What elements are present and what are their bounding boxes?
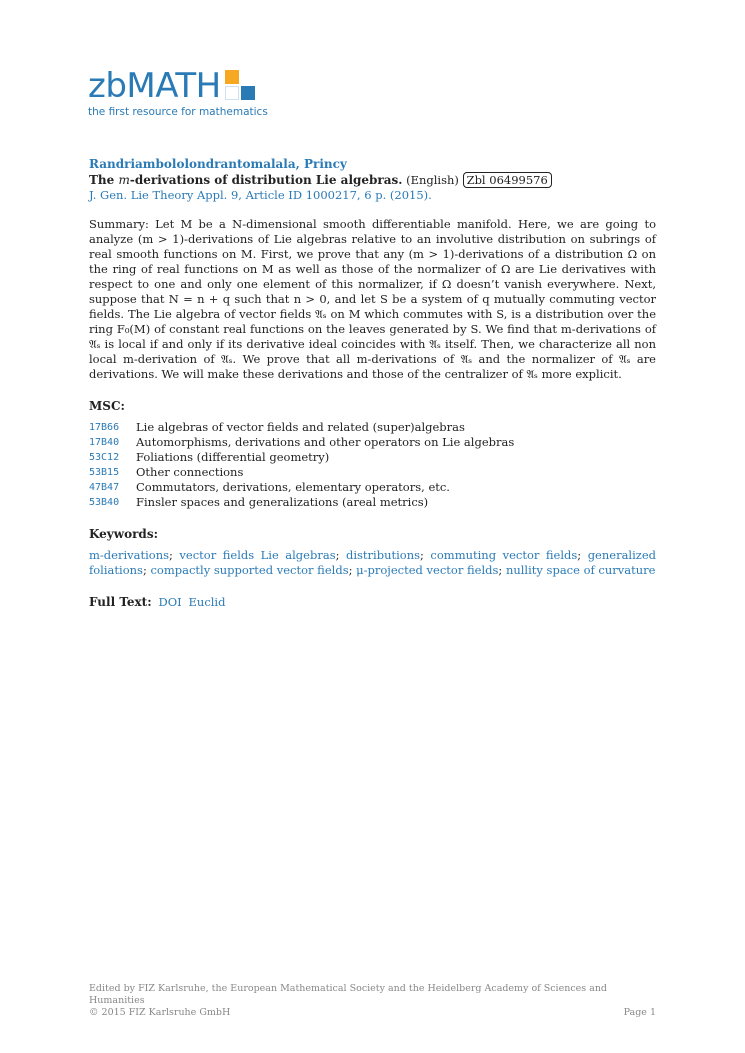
msc-row: [89, 480, 656, 495]
footer-page-number: Page 1: [623, 1007, 656, 1018]
msc-code-link[interactable]: 17B40: [89, 437, 120, 448]
logo-tagline: the first resource for mathematics: [88, 106, 268, 118]
keyword-link[interactable]: compactly supported vector fields: [150, 563, 349, 577]
keyword-link[interactable]: μ-projected vector fields: [356, 563, 499, 577]
msc-description: Other connections: [136, 465, 244, 479]
msc-row: [89, 450, 656, 465]
msc-description: Lie algebras of vector fields and related (super)algebras: [136, 420, 465, 434]
msc-row: [89, 435, 656, 450]
author-link[interactable]: Randriambololondrantomalala, Princy: [89, 157, 347, 171]
msc-row: [89, 495, 656, 510]
msc-description: Automorphisms, derivations and other operators on Lie algebras: [136, 435, 515, 449]
msc-list: [89, 420, 656, 510]
zbl-id-badge[interactable]: Zbl 06499576: [463, 172, 552, 188]
keywords-list: m-derivations; vector fields Lie algebras; distributions; commuting vector fields; generalized foliations; compactly supported vector fields; μ-projected vector fields; nullity space of curvature: [89, 548, 657, 577]
footer-editors: Edited by FIZ Karlsruhe, the European Mathematical Society and the Heidelberg Academy of Sciences and Humanities: [89, 983, 608, 1006]
summary-text: Let M be a N-dimensional smooth differentiable manifold. Here, we are going to analyze (m > 1)-derivations of Lie algebras relative to an involutive distribution on subrings of real smooth functions on M. First, we prove that any (m > 1)-derivations of a distribution Ω on the ring of real functions on M as well as those of the normalizer of Ω are Lie derivatives with respect to one and only one element of this normalizer, if Ω doesn’t vanish everywhere. Next, suppose that N = n + q such that n > 0, and let S be a system of q mutually commuting vector fields. The Lie algebra of vector fields 𝔄ₛ on M which commutes with S, is a distribution over the ring F₀(M) of constant real functions on the leaves generated by S. We find that m-derivations of 𝔄ₛ is local if and only if its derivative ideal coincides with 𝔄ₛ itself. Then, we characterize all non local m-derivation of 𝔄ₛ. We prove that all m-derivations of 𝔄ₛ and the normalizer of 𝔄ₛ are derivations. We will make these derivations and those of the centralizer of 𝔄ₛ more explicit.: [89, 217, 656, 381]
msc-code-link[interactable]: 53B40: [89, 497, 120, 508]
title-line: [89, 172, 656, 188]
keyword-link[interactable]: distributions: [345, 548, 421, 562]
summary-paragraph: [89, 217, 656, 382]
keyword-link[interactable]: commuting vector fields: [430, 548, 578, 562]
paper-title: The m-derivations of distribution Lie algebras.: [89, 173, 403, 187]
keyword-link[interactable]: nullity space of curvature: [505, 563, 656, 577]
zbmath-logo[interactable]: [88, 68, 268, 118]
msc-description: Finsler spaces and generalizations (areal metrics): [136, 495, 429, 509]
source-link[interactable]: J. Gen. Lie Theory Appl. 9, Article ID 1000217, 6 p. (2015).: [89, 188, 432, 202]
keyword-link[interactable]: vector fields Lie algebras: [179, 548, 336, 562]
entry-main: [89, 157, 656, 610]
msc-row: [89, 465, 656, 480]
footer-copyright: © 2015 FIZ Karlsruhe GmbH: [89, 1007, 231, 1018]
logo-squares-icon: [225, 70, 257, 102]
euclid-link[interactable]: Euclid: [188, 595, 226, 609]
keyword-link[interactable]: generalized foliations: [89, 548, 657, 577]
language-label: (English): [406, 173, 459, 187]
msc-heading: MSC:: [89, 399, 125, 413]
msc-code-link[interactable]: 53B15: [89, 467, 120, 478]
page-footer: [89, 983, 656, 1019]
msc-code-link[interactable]: 17B66: [89, 422, 120, 433]
logo-wordmark: zbMATH: [88, 66, 221, 106]
msc-description: Commutators, derivations, elementary operators, etc.: [136, 480, 450, 494]
msc-description: Foliations (differential geometry): [136, 450, 330, 464]
msc-code-link[interactable]: 47B47: [89, 482, 120, 493]
fulltext-line: [89, 595, 656, 610]
keyword-link[interactable]: m-derivations: [89, 548, 170, 562]
keywords-heading: Keywords:: [89, 527, 159, 541]
summary-label: Summary:: [89, 217, 149, 231]
msc-row: [89, 420, 656, 435]
msc-code-link[interactable]: 53C12: [89, 452, 120, 463]
doi-link[interactable]: DOI: [158, 595, 182, 609]
fulltext-label: Full Text:: [89, 595, 152, 609]
